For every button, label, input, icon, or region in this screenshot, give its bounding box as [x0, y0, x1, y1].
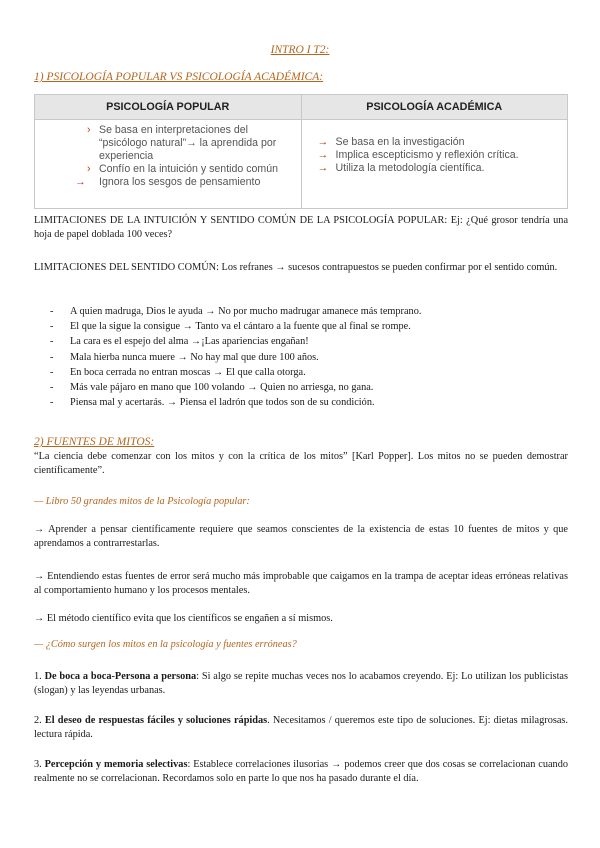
academica-cell — [301, 120, 568, 209]
mito-source-3-title: Percepción y memoria selectivas — [44, 759, 188, 770]
popular-cell — [35, 120, 302, 209]
mito-source-2-title: El deseo de respuestas fáciles y soluciones rápidas — [44, 715, 268, 726]
list-item: - Más vale pájaro en mano que 100 volando → Quien no arriesga, no gana. — [50, 382, 374, 394]
paragraph-2: → Entendiendo estas fuentes de error será mucho más improbable que caigamos en la trampa de aceptar ideas erróneas relativas al comportamiento humano y los procesos mentales. — [34, 571, 568, 596]
chevron-right-icon: › — [87, 163, 91, 175]
mito-source-1-title: De boca a boca-Persona a persona — [44, 671, 197, 682]
document-title: INTRO I T2: — [270, 44, 330, 56]
comparison-table — [34, 94, 568, 209]
limitaciones-sentido-label: LIMITACIONES DEL SENTIDO COMÚN: — [34, 262, 219, 273]
libro-subtitle: — Libro 50 grandes mitos de la Psicología popular: — [34, 496, 250, 507]
popular-list — [41, 124, 295, 189]
limitaciones-intuicion-label: LIMITACIONES DE LA INTUICIÓN Y SENTIDO COMÚN DE LA PSICOLOGÍA POPULAR: — [34, 215, 448, 226]
header-academica: PSICOLOGÍA ACADÉMICA — [301, 95, 568, 120]
limitaciones-intuicion-paragraph: LIMITACIONES DE LA INTUICIÓN Y SENTIDO COMÚN DE LA PSICOLOGÍA POPULAR: Ej: ¿Qué grosor tendría una hoja de papel doblada 100 veces? — [34, 215, 569, 240]
academica-item: → Implica escepticismo y reflexión crítica. — [317, 149, 519, 161]
arrow-right-icon: → — [317, 162, 329, 174]
paragraph-1: → Aprender a pensar científicamente requiere que seamos conscientes de la existencia de estas 10 fuentes de mitos y que aprendamos a contrarrestarlas. — [34, 524, 568, 549]
refranes-list — [34, 304, 568, 410]
header-popular: PSICOLOGÍA POPULAR — [35, 95, 302, 120]
como-subtitle: — ¿Cómo surgen los mitos en la psicología y fuentes erróneas? — [34, 639, 297, 650]
popper-quote: “La ciencia debe comenzar con los mitos y con la crítica de los mitos” [Karl Popper]. Los mitos no se pueden demostrar científicamente”. — [34, 451, 568, 476]
popular-item: → Ignora los sesgos de pensamiento — [75, 176, 261, 188]
academica-list — [308, 136, 562, 175]
popular-item: › Se basa en interpretaciones del “psicólogo natural”→ la aprendida por experiencia — [87, 124, 277, 162]
list-item: - En boca cerrada no entran moscas → El que calla otorga. — [50, 366, 306, 378]
limitaciones-sentido-paragraph: LIMITACIONES DEL SENTIDO COMÚN: Los refranes → sucesos contrapuestos se pueden confirmar por el sentido común. — [34, 262, 558, 273]
popular-item: › Confío en la intuición y sentido común — [87, 163, 279, 175]
arrow-right-icon: → — [75, 176, 86, 188]
section-2-title: 2) FUENTES DE MITOS: — [34, 436, 155, 448]
mito-source-1: 1. De boca a boca-Persona a persona: Si algo se repite muchas veces nos lo acabamos creyendo. Ej: Lo utilizan los publicistas (slogan) y las leyendas urbanas. — [34, 671, 569, 696]
mito-source-2: 2. El deseo de respuestas fáciles y soluciones rápidas. Necesitamos / queremos este tipo de soluciones. Ej: dietas milagrosas. lectura rápida. — [34, 715, 569, 740]
list-item: - Mala hierba nunca muere → No hay mal que dure 100 años. — [50, 351, 319, 363]
paragraph-3: → El método científico evita que los científicos se engañen a sí mismos. — [34, 613, 333, 624]
chevron-right-icon: › — [87, 124, 91, 136]
academica-item: → Utiliza la metodología científica. — [317, 162, 485, 174]
arrow-right-icon: → — [317, 149, 329, 161]
section-1-title: 1) PSICOLOGÍA POPULAR VS PSICOLOGÍA ACADÉMICA: — [34, 71, 324, 83]
list-item: - El que la sigue la consigue → Tanto va el cántaro a la fuente que al final se rompe. — [50, 321, 411, 333]
arrow-right-icon: → — [317, 136, 329, 148]
list-item: - La cara es el espejo del alma →¡Las apariencias engañan! — [50, 336, 309, 348]
mito-source-3: 3. Percepción y memoria selectivas: Establece correlaciones ilusorias → podemos creer que dos cosas se correlacionan cuando realmente no se correlacionan. Recordamos solo en parte lo que nos ha pasado durante el día. — [34, 759, 568, 784]
list-item: - Piensa mal y acertarás. → Piensa el ladrón que todos son de su condición. — [50, 397, 375, 409]
academica-item: → Se basa en la investigación — [317, 136, 465, 148]
list-item: - A quien madruga, Dios le ayuda → No por mucho madrugar amanece más temprano. — [50, 306, 422, 317]
